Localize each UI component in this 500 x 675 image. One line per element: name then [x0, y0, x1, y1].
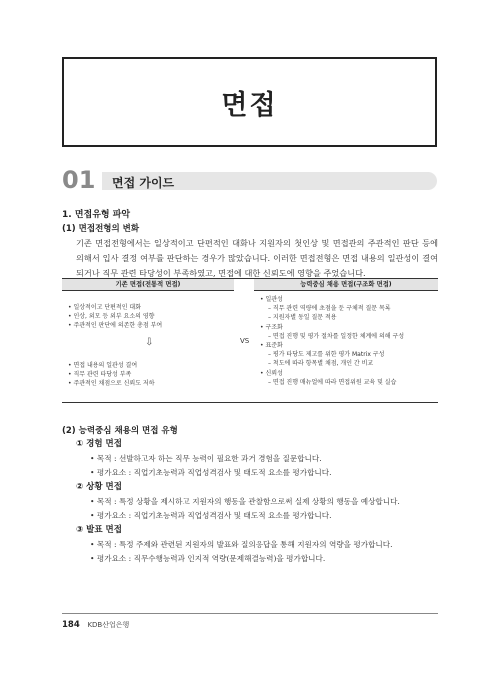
list-item: – 척도에 따라 항목별 채점, 개인 간 비교 — [268, 360, 374, 368]
subheading-1: (1) 면접전형의 변화 — [62, 224, 140, 234]
list-item: – 평가 타당도 제고를 위한 평가 Matrix 구성 — [268, 351, 385, 359]
title-box — [62, 57, 437, 147]
section-number: 01 — [62, 166, 96, 194]
left-top-list — [68, 303, 162, 331]
down-arrow-icon: ⇩ — [145, 337, 154, 348]
subheading-2: (2) 능력중심 채용의 면접 유형 — [62, 426, 178, 436]
footer — [62, 620, 129, 630]
list-item: – 면접 진행 및 평가 절차를 일정한 체계에 의해 구성 — [268, 332, 405, 340]
presentation-eval: • 평가요소 : 직무수행능력과 인지적 역량(문제해결능력)을 평가합니다. — [90, 554, 326, 563]
list-item: • 일상적이고 단편적인 대화 — [68, 304, 142, 311]
list-item: • 주관적인 판단에 의존한 총점 부여 — [68, 322, 163, 330]
publisher-name: KDB산업은행 — [87, 621, 130, 629]
presentation-purpose: • 목적 : 특정 주제와 관련된 지원자의 발표와 질의응답을 통해 지원자의 역량을 평가합니다. — [90, 540, 393, 549]
situation-eval: • 평가요소 : 직업기초능력과 직업성격검사 및 태도적 요소를 평가합니다. — [90, 511, 332, 520]
footer-divider — [62, 613, 438, 614]
experience-purpose: • 목적 : 선발하고자 하는 직무 능력이 필요한 과거 경험을 질문합니다. — [90, 454, 322, 463]
situation-purpose: • 목적 : 특정 상황을 제시하고 지원자의 행동을 관찰함으로써 실제 상황의 행동을 예상합니다. — [90, 497, 400, 506]
interview-type-experience: ① 경험 면접 — [76, 439, 122, 449]
list-item: – 면접 진행 매뉴얼에 따라 면접위원 교육 및 실습 — [268, 378, 397, 386]
list-item: • 직무 관련 타당성 부족 — [68, 371, 132, 379]
section-title: 면접 가이드 — [112, 175, 175, 190]
page-title: 면접 — [221, 89, 278, 121]
experience-eval: • 평가요소 : 직업기초능력과 직업성격검사 및 태도적 요소를 평가합니다. — [90, 468, 332, 477]
list-item: • 신뢰성 — [260, 369, 283, 377]
comparison-table — [62, 278, 438, 403]
table-header-right: 능력중심 채용 면접(구조화 면접) — [254, 279, 438, 291]
list-item: – 직무 관련 역량에 초점을 둔 구체적 질문 목록 — [268, 305, 391, 313]
page-number: 184 — [62, 620, 80, 630]
list-item: • 주관적인 채점으로 신뢰도 저하 — [68, 380, 155, 388]
table-header-left: 기존 면접(전통적 면접) — [62, 279, 234, 291]
intro-paragraph: 기존 면접전형에서는 일상적이고 단편적인 대화나 지원자의 첫인상 및 면접관의 주관적인 판단 등에 의해서 입사 결정 여부를 판단하는 경우가 많았습니다. 이러한 면접전형은 면접 내용의 일관성이 결여되거나 직무 관련 타당성이 부족하였고, 면접에 대한 신뢰도에 영향을 주었습니다. — [76, 238, 438, 278]
list-item: • 구조화 — [260, 323, 283, 331]
left-bottom-list — [68, 361, 155, 389]
right-list — [260, 295, 404, 387]
list-item: • 면접 내용의 일관성 결여 — [68, 362, 138, 369]
heading-1: 1. 면접유형 파악 — [62, 210, 131, 220]
interview-type-presentation: ③ 발표 면접 — [76, 525, 122, 535]
section-header — [62, 168, 437, 192]
list-item: – 지원자별 동일 질문 적용 — [268, 314, 337, 322]
list-item: • 표준화 — [260, 342, 283, 350]
list-item: • 일관성 — [260, 296, 283, 303]
vs-label: VS — [240, 337, 250, 345]
list-item: • 인상, 외모 등 외부 요소의 영향 — [68, 313, 155, 321]
interview-type-situation: ② 상황 면접 — [76, 482, 122, 492]
